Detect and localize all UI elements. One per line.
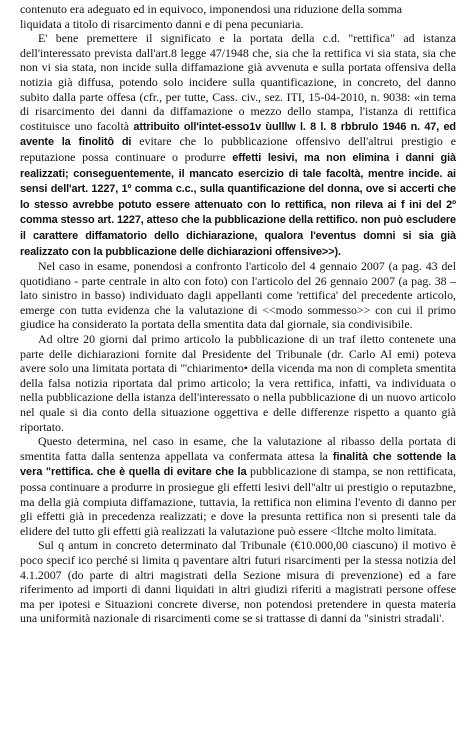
quote-run: effetti lesivi, ma non elimina i danni già realizzati; conseguentemente, il mancato esercizio di tale facoltà, mentre incide. ai sensi dell'art. 1227, 1º comma c.c., sulla quantificazione del donna, ove si accerti che lo stesso avrebbe potuto essere attenuato con lo rettifica, non rileva ai f ini del 2º comma stesso art. 1227, atteso che la pubblicazione della rettifico. non può escludere il carattere diffamatorio dello dichiarazione, qualora l'eventus domni si sia già realizzato con la pubblicazione delle dichiarazioni offensive>>). — [20, 151, 456, 258]
paragraph-caso: Nel caso in esame, ponendosi a confronto l'articolo del 4 gennaio 2007 (a pag. 43 del quotidiano - parte centrale in alto con foto) con l'articolo del 26 gennaio 2007 (a pag. 38 – lato sinistro in basso) individuato dagli appellanti come 'rettifica' del precedente articolo, emerge con tutta evidenza che la valutazione di <<modo sommesso>> con cui il primo giudice ha considerato la portata della smentita data dal giornale, sia condivisibile. — [20, 259, 456, 332]
paragraph-rettifica — [20, 31, 456, 259]
text-run: pubblicazione di stampa, se non rettificata, possa continuare a produrre in prosiegue gli effetti lesivi dell''altr ui prestigio o reputazbne, ma della già compiuta diffamazione, tuttavia, la rettifica non elimina l'evento di danno per gli effetti già in precedenza realizzati; e dove la presunta rettifica non si presenti tale da elidere del tutto gli effetti già realizzati la valutazione può essere <lltche molto limitata. — [20, 464, 456, 538]
bold-run: finalità che sottende la vera "rettifica. che è quella di evitare che la — [20, 450, 456, 479]
text-run: E' bene premettere il significato e la portata della c.d. "rettifica" ad istanza dell'interessato prevista dall'art.8 legge 47/1948 che, sia che la rettifica vi sia stata, sia che non vi sia stata, non incide sulla diffamazione già avvenuta e sulla portata offensiva della notizia già diffusa, potendo solo incidere sulla quantificazione, in concreto, del danno subito dalla parte offesa (cfr., per tutte, Cass. civ., sez. ITI, 15-04-2010, n. 9038: «in tema di risarcimento dei danni da diffamazione o mezzo dello stampa, l'istanza di rettifica costituisce uno facoltà — [20, 31, 456, 133]
quote-run: attribuito oll'intet-esso1v ùulllw l. 8 l. 8 rbbrulo 1946 n. 47, ed avente la finolitô di — [20, 120, 456, 149]
text-line: liquidata a titolo di risarcimento danni e di pena pecuniaria. — [20, 16, 304, 31]
text-line: contenuto era adeguato ed in equivoco, imponendosi una riduzione della somma — [20, 2, 403, 16]
text-run: evitare che lo pubblicazione offensivo dell'altrui prestigio e reputazione possa continuare o produrre — [20, 134, 456, 164]
text-run: Questo determina, nel caso in esame, che la valutazione al ribasso della portata di smentita fatta dalla sentenza appellata va confermata attesa la — [20, 434, 456, 463]
paragraph-intro — [20, 2, 456, 31]
paragraph-trafiletto: Ad oltre 20 giorni dal primo articolo la pubblicazione di un traf iletto contenete una parte delle dichiarazioni fornite dal Presidente del Tribunale (dr. Carlo Al emi) poteva avere solo una limitata portata di '''chiarimento• della vicenda ma non di completa smentita della falsa notizia riportata dal primo articolo; la vera rettifica, infatti, va individuata o nella pubblicazione della istanza dell'interessato o nella pubblicazione di un nuovo articolo nel quale si dia conto della situazione oggettiva e delle differenze rispetto a quanto già riportato. — [20, 332, 456, 434]
paragraph-determina — [20, 434, 456, 538]
paragraph-quantum: Sul q antum in concreto determinato dal Tribunale (€10.000,00 ciascuno) il motivo è poco specif ico perché si limita q paventare altri futuri risarcimenti per la stessa notizia del 4.1.2007 (do parte di altri magistrati della Sezione misura di prevenzione) ed a fare riferimento ad importi di danni liquidati in altri giudizi riferiti a magistrati persone offese ma per ipotesi e Situazioni concrete diverse, non potendosi pretendere in questa materia una uniformità nazionale di risarcimenti come se si trattasse di danni da "sinistri stradali'. — [20, 538, 456, 626]
